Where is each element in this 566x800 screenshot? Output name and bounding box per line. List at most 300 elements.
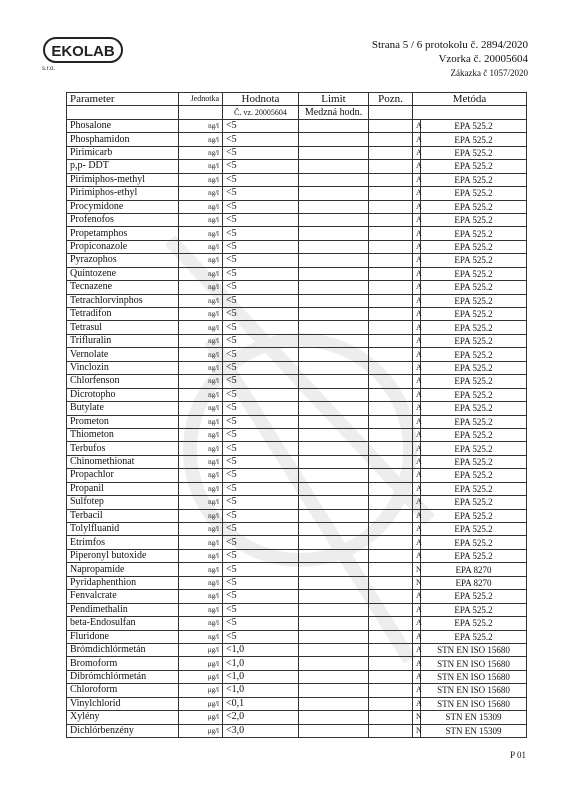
row-note [369, 240, 413, 253]
table-row [67, 455, 527, 468]
row-accreditation-mark: A [413, 523, 421, 536]
row-method: EPA 525.2 [421, 254, 527, 267]
table-row [67, 321, 527, 334]
row-parameter: Dibrómchlórmetán [67, 670, 179, 683]
row-note [369, 697, 413, 710]
row-parameter: Pyridaphenthion [67, 576, 179, 589]
row-parameter: Pyrazophos [67, 254, 179, 267]
row-accreditation-mark: A [413, 133, 421, 146]
row-parameter: Pirimiphos-methyl [67, 173, 179, 186]
header-unit: Jednotka [179, 93, 223, 106]
row-limit [299, 657, 369, 670]
row-note [369, 200, 413, 213]
row-limit [299, 402, 369, 415]
row-method: STN EN ISO 15680 [421, 684, 527, 697]
row-method: STN EN ISO 15680 [421, 643, 527, 656]
table-row [67, 308, 527, 321]
row-parameter: Tecnazene [67, 281, 179, 294]
row-parameter: Tetrasul [67, 321, 179, 334]
row-parameter: Piperonyl butoxide [67, 549, 179, 562]
row-limit [299, 415, 369, 428]
row-value: <5 [223, 563, 299, 576]
row-value: <5 [223, 200, 299, 213]
table-row [67, 119, 527, 132]
row-method: EPA 525.2 [421, 213, 527, 226]
table-row [67, 294, 527, 307]
row-limit [299, 240, 369, 253]
row-value: <5 [223, 442, 299, 455]
row-accreditation-mark: A [413, 670, 421, 683]
row-method: EPA 525.2 [421, 603, 527, 616]
row-limit [299, 119, 369, 132]
table-row [67, 388, 527, 401]
table-row [67, 643, 527, 656]
row-unit: ng/l [179, 119, 223, 132]
row-unit: ng/l [179, 388, 223, 401]
row-accreditation-mark: A [413, 146, 421, 159]
row-method: EPA 525.2 [421, 294, 527, 307]
row-note [369, 455, 413, 468]
row-limit [299, 227, 369, 240]
row-value: <5 [223, 469, 299, 482]
row-note [369, 308, 413, 321]
row-accreditation-mark: A [413, 187, 421, 200]
row-note [369, 321, 413, 334]
row-limit [299, 482, 369, 495]
row-note [369, 643, 413, 656]
row-limit [299, 442, 369, 455]
row-parameter: Pendimethalin [67, 603, 179, 616]
row-method: EPA 525.2 [421, 200, 527, 213]
row-value: <5 [223, 590, 299, 603]
table-row [67, 684, 527, 697]
table-row [67, 146, 527, 159]
row-method: EPA 525.2 [421, 375, 527, 388]
row-value: <5 [223, 254, 299, 267]
table-row [67, 496, 527, 509]
table-row [67, 482, 527, 495]
row-method: EPA 525.2 [421, 227, 527, 240]
row-parameter: Vinylchlorid [67, 697, 179, 710]
row-accreditation-mark: A [413, 200, 421, 213]
row-unit: ng/l [179, 240, 223, 253]
table-row [67, 402, 527, 415]
row-unit: ng/l [179, 415, 223, 428]
row-limit [299, 187, 369, 200]
row-accreditation-mark: N [413, 724, 421, 737]
table-row [67, 523, 527, 536]
row-unit: ng/l [179, 630, 223, 643]
page-footer-code: P 01 [510, 750, 526, 760]
row-unit: ng/l [179, 482, 223, 495]
row-note [369, 415, 413, 428]
row-note [369, 724, 413, 737]
table-row [67, 187, 527, 200]
row-value: <0,1 [223, 697, 299, 710]
row-unit: ng/l [179, 160, 223, 173]
row-note [369, 482, 413, 495]
row-note [369, 361, 413, 374]
row-method: EPA 525.2 [421, 442, 527, 455]
document-header [372, 38, 528, 80]
table-row [67, 254, 527, 267]
row-parameter: Dichlórbenzény [67, 724, 179, 737]
row-unit: µg/l [179, 684, 223, 697]
row-note [369, 375, 413, 388]
row-value: <5 [223, 173, 299, 186]
row-note [369, 617, 413, 630]
row-unit: ng/l [179, 496, 223, 509]
row-value: <5 [223, 455, 299, 468]
row-limit [299, 375, 369, 388]
row-parameter: Procymidone [67, 200, 179, 213]
row-accreditation-mark: A [413, 643, 421, 656]
row-limit [299, 509, 369, 522]
row-accreditation-mark: A [413, 213, 421, 226]
row-value: <5 [223, 294, 299, 307]
row-method: STN EN 15309 [421, 711, 527, 724]
row-value: <3,0 [223, 724, 299, 737]
row-accreditation-mark: A [413, 361, 421, 374]
row-unit: ng/l [179, 402, 223, 415]
row-limit [299, 576, 369, 589]
table-row [67, 563, 527, 576]
row-value: <5 [223, 308, 299, 321]
row-method: EPA 525.2 [421, 536, 527, 549]
row-value: <5 [223, 603, 299, 616]
table-body [67, 119, 527, 737]
row-accreditation-mark: A [413, 482, 421, 495]
table-row [67, 590, 527, 603]
row-unit: ng/l [179, 361, 223, 374]
row-value: <1,0 [223, 657, 299, 670]
row-note [369, 187, 413, 200]
row-limit [299, 213, 369, 226]
row-limit [299, 630, 369, 643]
row-note [369, 160, 413, 173]
row-unit: ng/l [179, 469, 223, 482]
row-unit: ng/l [179, 549, 223, 562]
row-method: STN EN 15309 [421, 724, 527, 737]
row-method: EPA 525.2 [421, 388, 527, 401]
row-unit: ng/l [179, 375, 223, 388]
row-value: <5 [223, 536, 299, 549]
row-method: EPA 525.2 [421, 133, 527, 146]
row-method: EPA 525.2 [421, 119, 527, 132]
subheader-sample-no: Č. vz. 20005604 [223, 106, 299, 119]
row-note [369, 173, 413, 186]
row-value: <1,0 [223, 670, 299, 683]
row-limit [299, 428, 369, 441]
table-row [67, 603, 527, 616]
row-note [369, 281, 413, 294]
row-parameter: Bromoform [67, 657, 179, 670]
row-note [369, 334, 413, 347]
table-row [67, 361, 527, 374]
row-limit [299, 146, 369, 159]
row-method: EPA 525.2 [421, 402, 527, 415]
row-value: <5 [223, 402, 299, 415]
row-accreditation-mark: A [413, 455, 421, 468]
row-method: EPA 525.2 [421, 482, 527, 495]
table-row [67, 240, 527, 253]
table-row [67, 469, 527, 482]
row-unit: ng/l [179, 563, 223, 576]
header-method: Metóda [413, 93, 527, 106]
row-accreditation-mark: A [413, 469, 421, 482]
row-parameter: Quintozene [67, 267, 179, 280]
row-method: EPA 525.2 [421, 630, 527, 643]
row-note [369, 133, 413, 146]
row-method: EPA 525.2 [421, 428, 527, 441]
row-parameter: Tetradifon [67, 308, 179, 321]
table-row [67, 375, 527, 388]
row-unit: ng/l [179, 428, 223, 441]
row-parameter: Napropamide [67, 563, 179, 576]
row-method: EPA 525.2 [421, 146, 527, 159]
row-value: <5 [223, 213, 299, 226]
row-unit: ng/l [179, 442, 223, 455]
row-accreditation-mark: A [413, 684, 421, 697]
table-row [67, 200, 527, 213]
row-value: <5 [223, 523, 299, 536]
row-accreditation-mark: A [413, 375, 421, 388]
row-parameter: Propiconazole [67, 240, 179, 253]
row-unit: µg/l [179, 670, 223, 683]
row-limit [299, 711, 369, 724]
protocol-page-line: Strana 5 / 6 protokolu č. 2894/2020 [371, 39, 528, 51]
row-value: <5 [223, 348, 299, 361]
logo-subtext: s.r.o. [42, 66, 56, 72]
header-note: Pozn. [369, 93, 413, 106]
row-value: <5 [223, 240, 299, 253]
row-parameter: Vernolate [67, 348, 179, 361]
row-note [369, 469, 413, 482]
row-accreditation-mark: A [413, 509, 421, 522]
row-parameter: Propetamphos [67, 227, 179, 240]
row-limit [299, 563, 369, 576]
row-parameter: Sulfotep [67, 496, 179, 509]
row-note [369, 442, 413, 455]
row-method: EPA 525.2 [421, 455, 527, 468]
row-parameter: Terbacil [67, 509, 179, 522]
table-row [67, 724, 527, 737]
row-parameter: Profenofos [67, 213, 179, 226]
row-parameter: Fenvalcrate [67, 590, 179, 603]
row-unit: ng/l [179, 536, 223, 549]
row-parameter: Fluridone [67, 630, 179, 643]
row-limit [299, 133, 369, 146]
row-limit [299, 536, 369, 549]
table-row [67, 617, 527, 630]
row-method: EPA 525.2 [421, 308, 527, 321]
table-row [67, 334, 527, 347]
row-accreditation-mark: A [413, 227, 421, 240]
row-limit [299, 160, 369, 173]
row-note [369, 603, 413, 616]
row-note [369, 711, 413, 724]
row-accreditation-mark: A [413, 549, 421, 562]
row-accreditation-mark: A [413, 173, 421, 186]
row-parameter: Chinomethionat [67, 455, 179, 468]
row-limit [299, 549, 369, 562]
row-parameter: Phosphamidon [67, 133, 179, 146]
row-parameter: Prometon [67, 415, 179, 428]
lab-logo [38, 36, 124, 72]
row-value: <5 [223, 187, 299, 200]
table-row [67, 428, 527, 441]
row-unit: ng/l [179, 267, 223, 280]
row-limit [299, 724, 369, 737]
row-parameter: Propachlor [67, 469, 179, 482]
row-limit [299, 200, 369, 213]
row-unit: ng/l [179, 455, 223, 468]
row-value: <5 [223, 617, 299, 630]
row-accreditation-mark: A [413, 308, 421, 321]
table-row [67, 442, 527, 455]
row-value: <5 [223, 630, 299, 643]
row-value: <5 [223, 415, 299, 428]
row-value: <5 [223, 375, 299, 388]
table-row [67, 227, 527, 240]
row-value: <5 [223, 133, 299, 146]
table-row [67, 173, 527, 186]
row-method: EPA 525.2 [421, 361, 527, 374]
row-accreditation-mark: A [413, 334, 421, 347]
row-limit [299, 455, 369, 468]
row-unit: ng/l [179, 200, 223, 213]
row-limit [299, 496, 369, 509]
logo-text: EKOLAB [51, 43, 115, 60]
table-row [67, 415, 527, 428]
row-parameter: Pirimicarb [67, 146, 179, 159]
row-unit: ng/l [179, 348, 223, 361]
row-unit: µg/l [179, 657, 223, 670]
row-accreditation-mark: A [413, 267, 421, 280]
row-note [369, 523, 413, 536]
row-note [369, 576, 413, 589]
row-method: EPA 525.2 [421, 187, 527, 200]
row-accreditation-mark: A [413, 590, 421, 603]
row-limit [299, 643, 369, 656]
row-value: <5 [223, 334, 299, 347]
row-value: <5 [223, 496, 299, 509]
row-parameter: Chloroform [67, 684, 179, 697]
row-method: EPA 525.2 [421, 173, 527, 186]
row-limit [299, 267, 369, 280]
row-unit: ng/l [179, 509, 223, 522]
table-subheader-row [67, 106, 527, 119]
row-value: <5 [223, 428, 299, 441]
table-row [67, 213, 527, 226]
row-method: EPA 525.2 [421, 509, 527, 522]
row-accreditation-mark: A [413, 240, 421, 253]
row-unit: ng/l [179, 321, 223, 334]
row-value: <5 [223, 549, 299, 562]
row-unit: ng/l [179, 603, 223, 616]
row-accreditation-mark: A [413, 496, 421, 509]
row-note [369, 294, 413, 307]
table-row [67, 657, 527, 670]
row-accreditation-mark: A [413, 603, 421, 616]
row-parameter: Terbufos [67, 442, 179, 455]
row-value: <5 [223, 576, 299, 589]
row-limit [299, 603, 369, 616]
row-limit [299, 321, 369, 334]
table-row [67, 549, 527, 562]
row-value: <1,0 [223, 643, 299, 656]
row-note [369, 227, 413, 240]
row-accreditation-mark: A [413, 119, 421, 132]
row-method: STN EN ISO 15680 [421, 697, 527, 710]
row-parameter: Phosalone [67, 119, 179, 132]
row-limit [299, 361, 369, 374]
row-note [369, 146, 413, 159]
row-method: EPA 525.2 [421, 549, 527, 562]
table-row [67, 697, 527, 710]
row-value: <5 [223, 119, 299, 132]
order-number-line: Zákazka č 1057/2020 [450, 68, 528, 78]
row-note [369, 670, 413, 683]
row-parameter: Vinclozin [67, 361, 179, 374]
results-table [66, 92, 527, 738]
row-accreditation-mark: A [413, 388, 421, 401]
row-parameter: Pirimiphos-ethyl [67, 187, 179, 200]
row-method: EPA 525.2 [421, 334, 527, 347]
row-parameter: Chlorfenson [67, 375, 179, 388]
row-unit: ng/l [179, 146, 223, 159]
row-parameter: Butylate [67, 402, 179, 415]
row-unit: ng/l [179, 523, 223, 536]
row-limit [299, 281, 369, 294]
row-unit: ng/l [179, 133, 223, 146]
row-note [369, 428, 413, 441]
row-parameter: p,p- DDT [67, 160, 179, 173]
row-unit: ng/l [179, 294, 223, 307]
row-limit [299, 523, 369, 536]
row-value: <5 [223, 146, 299, 159]
row-value: <5 [223, 321, 299, 334]
row-parameter: Dicrotopho [67, 388, 179, 401]
row-unit: ng/l [179, 334, 223, 347]
row-note [369, 254, 413, 267]
row-note [369, 509, 413, 522]
row-accreditation-mark: A [413, 321, 421, 334]
row-limit [299, 348, 369, 361]
header-parameter: Parameter [67, 93, 179, 106]
row-method: EPA 525.2 [421, 281, 527, 294]
row-note [369, 267, 413, 280]
subheader-limit-value: Medzná hodn. [299, 106, 369, 119]
table-row [67, 160, 527, 173]
row-accreditation-mark: N [413, 563, 421, 576]
row-method: STN EN ISO 15680 [421, 657, 527, 670]
table-row [67, 348, 527, 361]
row-note [369, 536, 413, 549]
row-limit [299, 590, 369, 603]
row-value: <5 [223, 160, 299, 173]
row-value: <5 [223, 482, 299, 495]
row-accreditation-mark: A [413, 428, 421, 441]
row-unit: ng/l [179, 617, 223, 630]
header-limit: Limit [299, 93, 369, 106]
row-unit: ng/l [179, 173, 223, 186]
row-method: EPA 525.2 [421, 469, 527, 482]
table-row [67, 281, 527, 294]
row-parameter: Xylény [67, 711, 179, 724]
row-accreditation-mark: A [413, 402, 421, 415]
row-limit [299, 294, 369, 307]
